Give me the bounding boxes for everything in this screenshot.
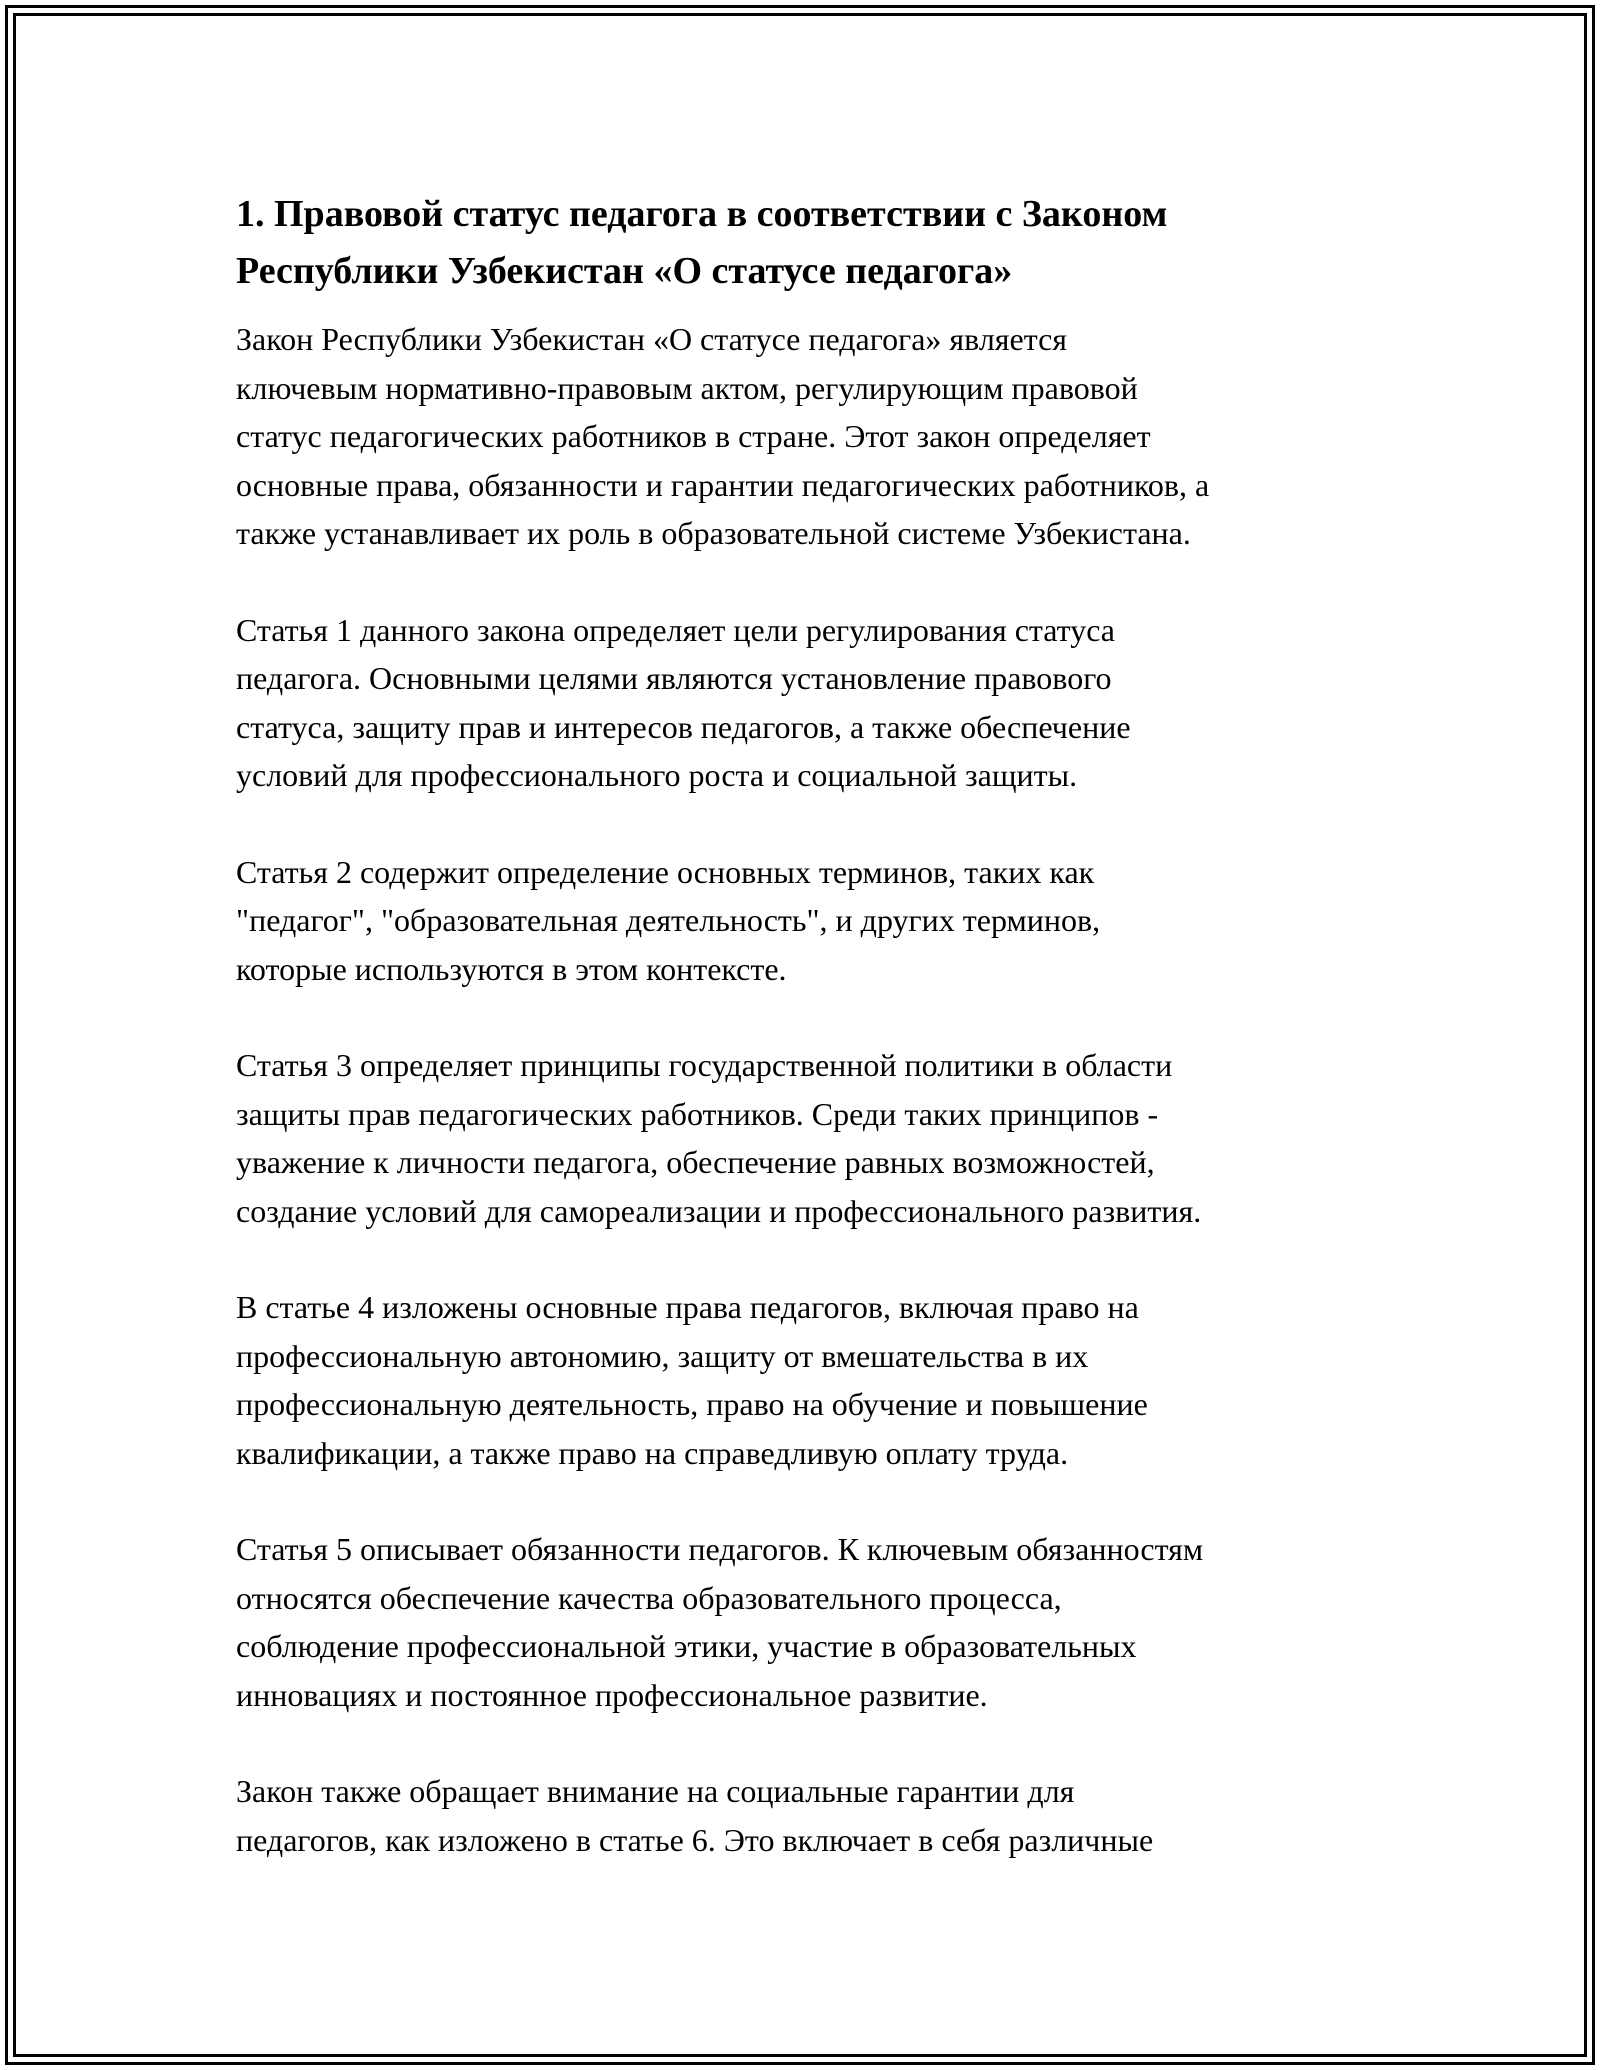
- document-body: [236, 315, 1370, 1864]
- text-line: статус педагогических работников в стране. Этот закон определяет: [236, 418, 1151, 454]
- text-line: создание условий для самореализации и профессионального развития.: [236, 1192, 1202, 1229]
- text-line: относятся обеспечение качества образовательного процесса,: [236, 1579, 1062, 1616]
- text-line: основные права, обязанности и гарантии педагогических работников, а: [236, 466, 1210, 503]
- heading-line: 1. Правовой статус педагога в соответствии с Законом: [236, 193, 1168, 235]
- text-line: педагога. Основными целями являются установление правового: [236, 660, 1112, 696]
- text-line: ключевым нормативно-правовым актом, регулирующим правовой: [236, 369, 1138, 406]
- paragraph-article-6: [236, 1767, 1370, 1864]
- text-line: статуса, защиту прав и интересов педагогов, а также обеспечение: [236, 708, 1131, 745]
- text-line: профессиональную деятельность, право на обучение и повышение: [236, 1386, 1148, 1422]
- text-line: "педагог", "образовательная деятельность", и других терминов,: [236, 902, 1101, 938]
- heading-line: Республики Узбекистан «О статусе педагога»: [236, 250, 1013, 292]
- paragraph-article-4: [236, 1283, 1370, 1477]
- text-line: квалификации, а также право на справедливую оплату труда.: [236, 1434, 1069, 1471]
- text-line: В статье 4 изложены основные права педагогов, включая право на: [236, 1289, 1139, 1325]
- text-line: Закон Республики Узбекистан «О статусе педагога» является: [236, 321, 1067, 357]
- text-line: также устанавливает их роль в образовательной системе Узбекистана.: [236, 515, 1191, 551]
- paragraph-article-5: [236, 1525, 1370, 1719]
- text-line: профессиональную автономию, защиту от вмешательства в их: [236, 1337, 1089, 1374]
- paragraph-article-3: [236, 1041, 1370, 1235]
- text-line: Статья 5 описывает обязанности педагогов. К ключевым обязанностям: [236, 1531, 1204, 1567]
- paragraph-article-1: [236, 606, 1370, 800]
- text-line: Закон также обращает внимание на социальные гарантии для: [236, 1773, 1075, 1809]
- paragraph-article-2: [236, 848, 1370, 994]
- text-line: Статья 3 определяет принципы государственной политики в области: [236, 1047, 1173, 1083]
- text-line: уважение к личности педагога, обеспечение равных возможностей,: [236, 1144, 1155, 1180]
- paragraph-intro: [236, 315, 1370, 558]
- text-line: Статья 2 содержит определение основных терминов, таких как: [236, 853, 1095, 890]
- document-content: [236, 186, 1370, 1912]
- text-line: которые используются в этом контексте.: [236, 950, 787, 987]
- section-heading: [236, 186, 1370, 300]
- text-line: защиты прав педагогических работников. Среди таких принципов -: [236, 1095, 1159, 1132]
- text-line: педагогов, как изложено в статье 6. Это включает в себя различные: [236, 1821, 1154, 1858]
- text-line: соблюдение профессиональной этики, участие в образовательных: [236, 1628, 1137, 1664]
- text-line: инновациях и постоянное профессиональное развитие.: [236, 1676, 988, 1713]
- text-line: Статья 1 данного закона определяет цели регулирования статуса: [236, 611, 1115, 648]
- text-line: условий для профессионального роста и социальной защиты.: [236, 757, 1078, 793]
